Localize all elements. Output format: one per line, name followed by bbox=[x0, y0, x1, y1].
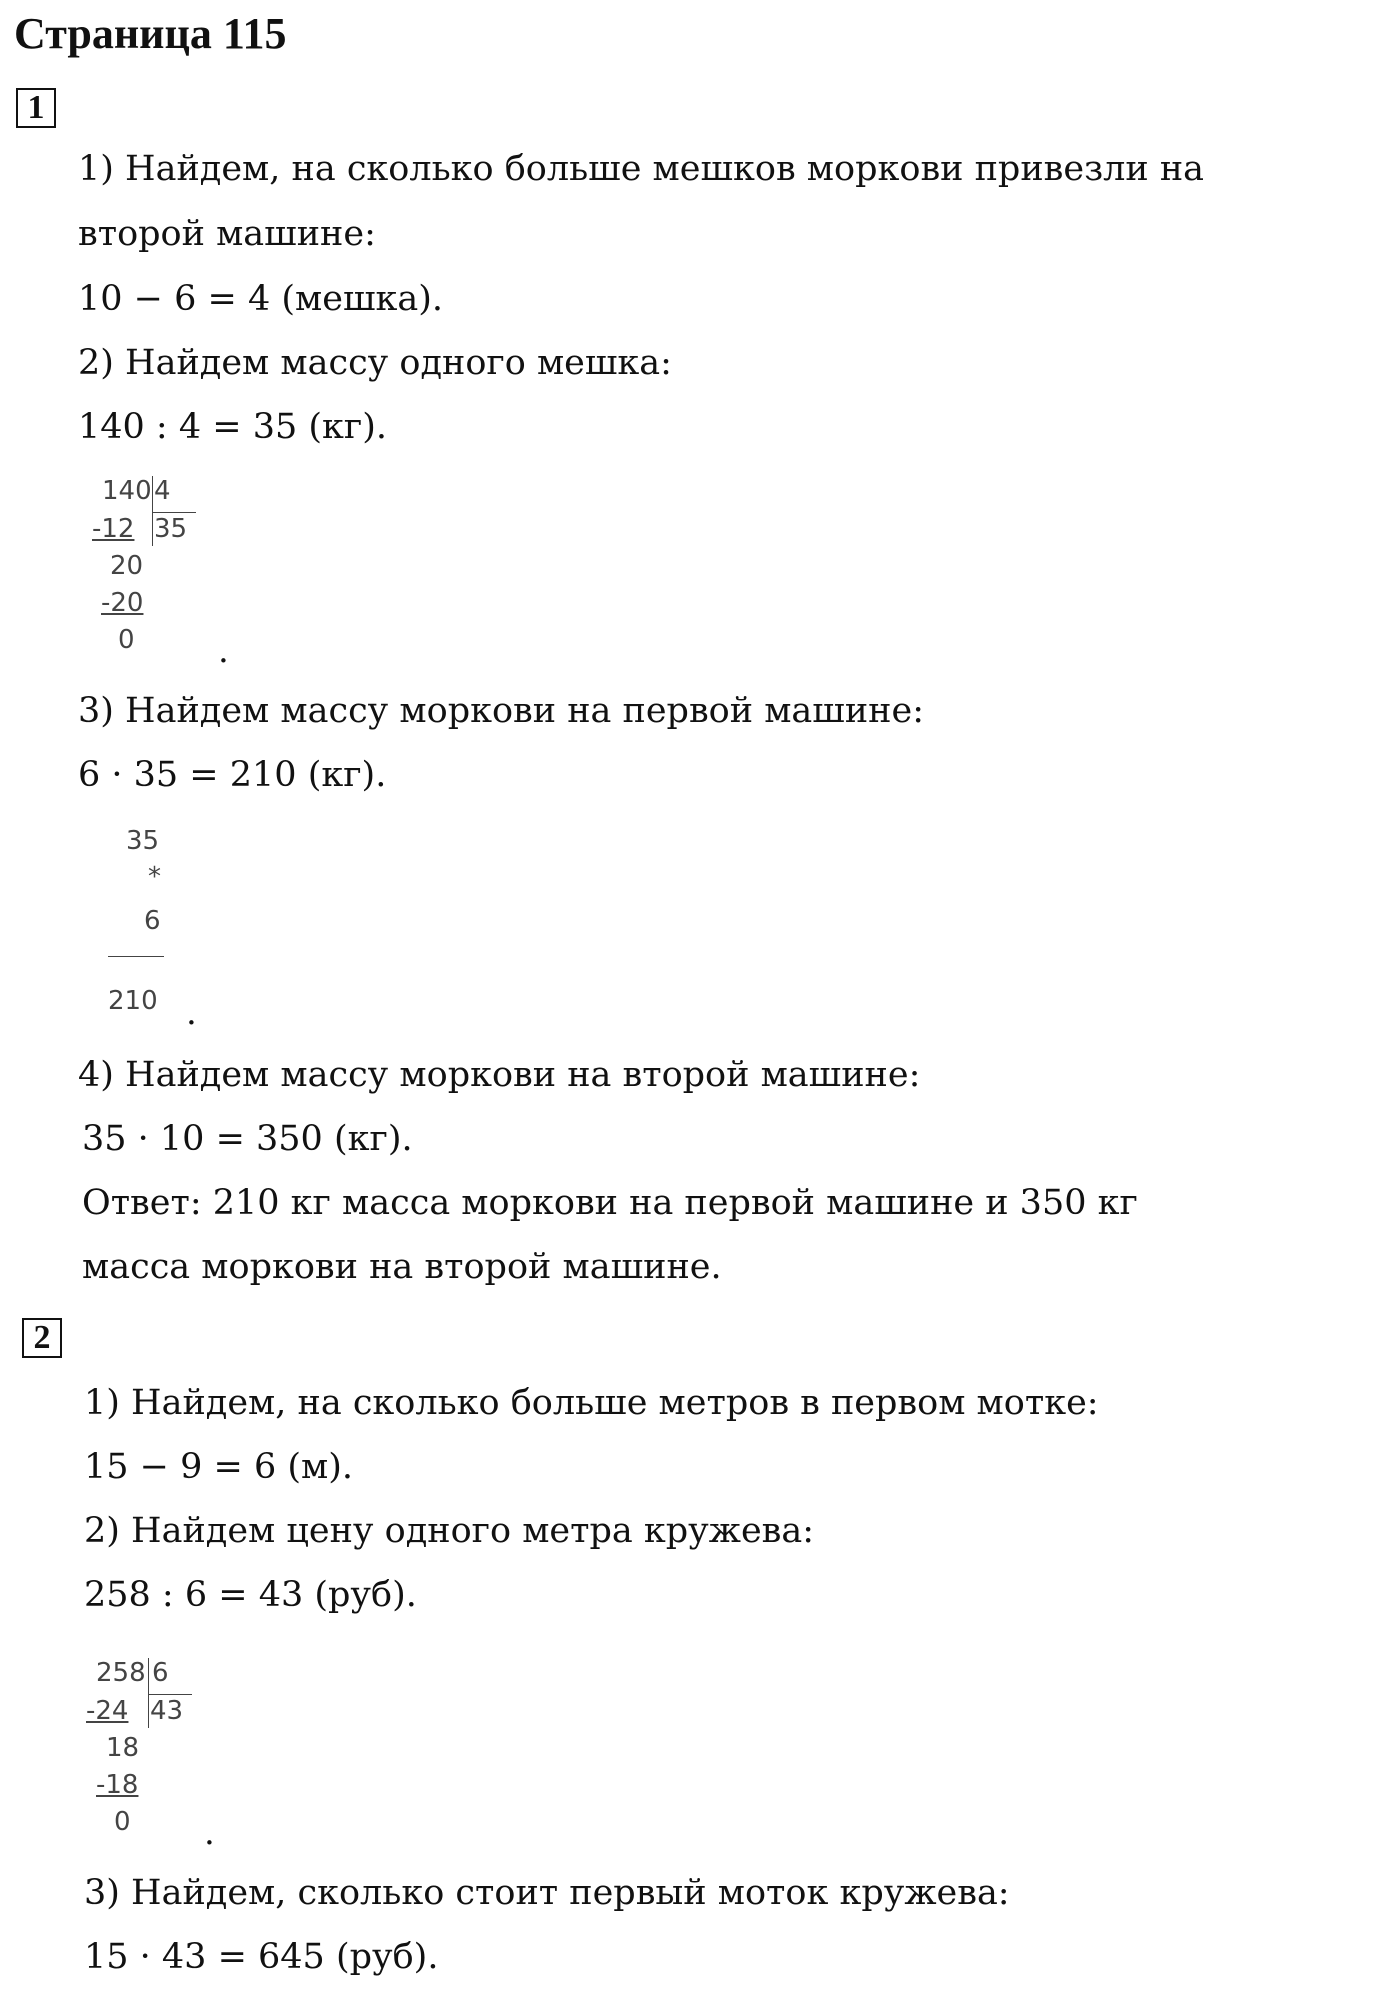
task2-step-1-text: 1) Найдем, на сколько больше метров в первом мотке: bbox=[84, 1383, 1099, 1423]
task-number-1: 1 bbox=[16, 88, 56, 128]
multiplication-column bbox=[104, 828, 184, 1018]
remainder-2: 0 bbox=[118, 625, 135, 655]
long-division-2 bbox=[84, 1660, 204, 1840]
task2-step-3-text: 3) Найдем, сколько стоит первый моток кружева: bbox=[84, 1873, 1010, 1913]
long-division-1 bbox=[88, 478, 208, 658]
task2-step-2-text: 2) Найдем цену одного метра кружева: bbox=[84, 1511, 815, 1551]
period: . bbox=[186, 993, 197, 1033]
task2-step-2-expression: 258 : 6 = 43 (руб). bbox=[84, 1575, 417, 1615]
subtrahend-2: -20 bbox=[101, 588, 144, 618]
remainder-2: 0 bbox=[114, 1807, 131, 1837]
step-4-text: 4) Найдем массу моркови на второй машине: bbox=[78, 1055, 921, 1095]
quotient: 43 bbox=[150, 1696, 184, 1726]
step-1-expression: 10 − 6 = 4 (мешка). bbox=[78, 279, 444, 319]
subtrahend-2: -18 bbox=[96, 1770, 139, 1800]
step-1-text: 1) Найдем, на сколько больше мешков моркови привезли на bbox=[78, 149, 1205, 189]
answer-line-2: масса моркови на второй машине. bbox=[82, 1247, 722, 1287]
period: . bbox=[218, 631, 229, 671]
remainder-1: 18 bbox=[106, 1733, 140, 1763]
subtrahend-1: -24 bbox=[86, 1696, 129, 1726]
step-1-text-cont: второй машине: bbox=[78, 214, 376, 254]
divisor: 4 bbox=[154, 476, 171, 506]
product: 210 bbox=[108, 986, 158, 1016]
step-2-text: 2) Найдем массу одного мешка: bbox=[78, 343, 672, 383]
step-3-text: 3) Найдем массу моркови на первой машине: bbox=[78, 691, 924, 731]
multiply-sign: * bbox=[148, 862, 161, 892]
period: . bbox=[204, 1813, 215, 1853]
subtrahend-1: -12 bbox=[92, 514, 135, 544]
task2-step-3-expression: 15 · 43 = 645 (руб). bbox=[84, 1937, 439, 1977]
answer-line-1: Ответ: 210 кг масса моркови на первой машине и 350 кг bbox=[82, 1183, 1138, 1223]
multiplicand: 35 bbox=[126, 826, 160, 856]
dividend: 258 bbox=[96, 1658, 146, 1688]
page-title: Страница 115 bbox=[14, 9, 287, 58]
step-2-expression: 140 : 4 = 35 (кг). bbox=[78, 407, 388, 447]
multiplier: 6 bbox=[144, 906, 161, 936]
step-3-expression: 6 · 35 = 210 (кг). bbox=[78, 755, 387, 795]
divisor: 6 bbox=[152, 1658, 169, 1688]
remainder-1: 20 bbox=[110, 551, 144, 581]
step-4-expression: 35 · 10 = 350 (кг). bbox=[82, 1119, 413, 1159]
task-number-2: 2 bbox=[22, 1318, 62, 1358]
task2-step-1-expression: 15 − 9 = 6 (м). bbox=[84, 1447, 354, 1487]
dividend: 140 bbox=[102, 476, 152, 506]
quotient: 35 bbox=[154, 514, 188, 544]
